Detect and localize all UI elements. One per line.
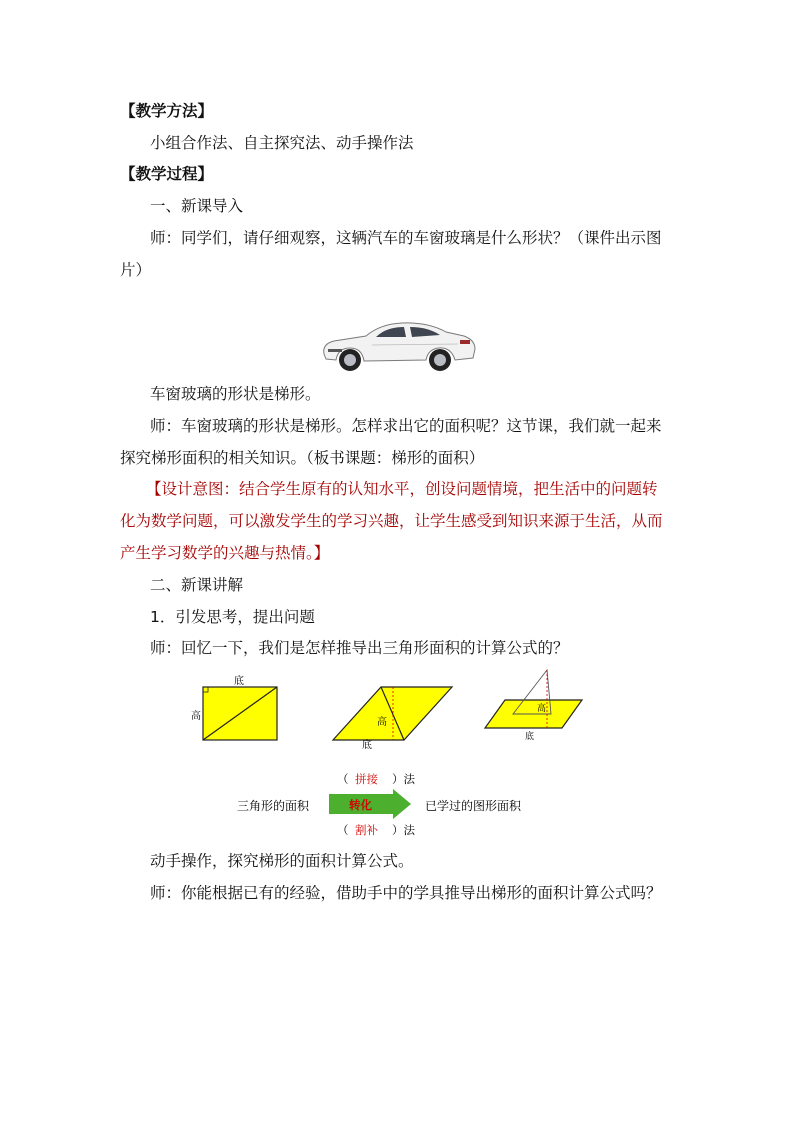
process-heading: 【教学过程】 <box>120 165 214 183</box>
teacher-line-2: 探究梯形面积的相关知识。（板书课题：梯形的面积） <box>120 449 485 467</box>
bottom-method-suffix: ）法 <box>392 823 415 837</box>
method-text: 小组合作法、自主探究法、动手操作法 <box>150 134 414 152</box>
conversion-figure <box>185 665 605 845</box>
top-open-paren: （ <box>337 772 349 786</box>
method-heading: 【教学方法】 <box>120 102 214 120</box>
top-method-suffix: ）法 <box>392 772 415 786</box>
design-intent-line-2: 化为数学问题，可以激发学生的学习兴趣，让学生感受到知识来源于生活，从而 <box>120 512 663 530</box>
para-height-label: 高 <box>377 717 387 728</box>
teacher-line-1: 师：车窗玻璃的形状是梯形。怎样求出它的面积呢？这节课，我们就一起来 <box>150 417 662 435</box>
rect-height-label: 高 <box>191 711 201 722</box>
bottom-method-word: 割补 <box>355 823 378 837</box>
para-base-label: 底 <box>362 740 372 751</box>
arrow-label: 转化 <box>349 798 372 812</box>
answer-text: 车窗玻璃的形状是梯形。 <box>150 385 321 403</box>
subsection-title: 1．引发思考，提出问题 <box>150 608 315 626</box>
section-one-title: 一、新课导入 <box>150 197 244 215</box>
para2-height-label: 高 <box>537 704 547 714</box>
bottom-open-paren: （ <box>337 823 349 837</box>
triangle-area-text: 三角形的面积 <box>237 799 310 813</box>
question-triangle: 师：回忆一下，我们是怎样推导出三角形面积的计算公式的？ <box>150 639 569 657</box>
question-line-2: 片） <box>120 261 152 279</box>
question-line-1: 师：同学们，请仔细观察，这辆汽车的车窗玻璃是什么形状？（课件出示图 <box>150 229 662 247</box>
section-two-title: 二、新课讲解 <box>150 576 244 594</box>
hands-on-text: 动手操作，探究梯形的面积计算公式。 <box>150 852 414 870</box>
question-trapezoid: 师：你能根据已有的经验，借助手中的学具推导出梯形的面积计算公式吗？ <box>150 884 662 902</box>
design-intent-line-1: 【设计意图：结合学生原有的认知水平，创设问题情境，把生活中的问题转 <box>146 480 658 498</box>
rect-base-label: 底 <box>234 676 244 687</box>
para2-base-label: 底 <box>525 732 535 742</box>
car-illustration <box>318 318 478 374</box>
known-shape-area-text: 已学过的图形面积 <box>425 799 522 813</box>
design-intent-line-3: 产生学习数学的兴趣与热情。】 <box>120 544 330 562</box>
top-method-word: 拼接 <box>355 772 378 786</box>
